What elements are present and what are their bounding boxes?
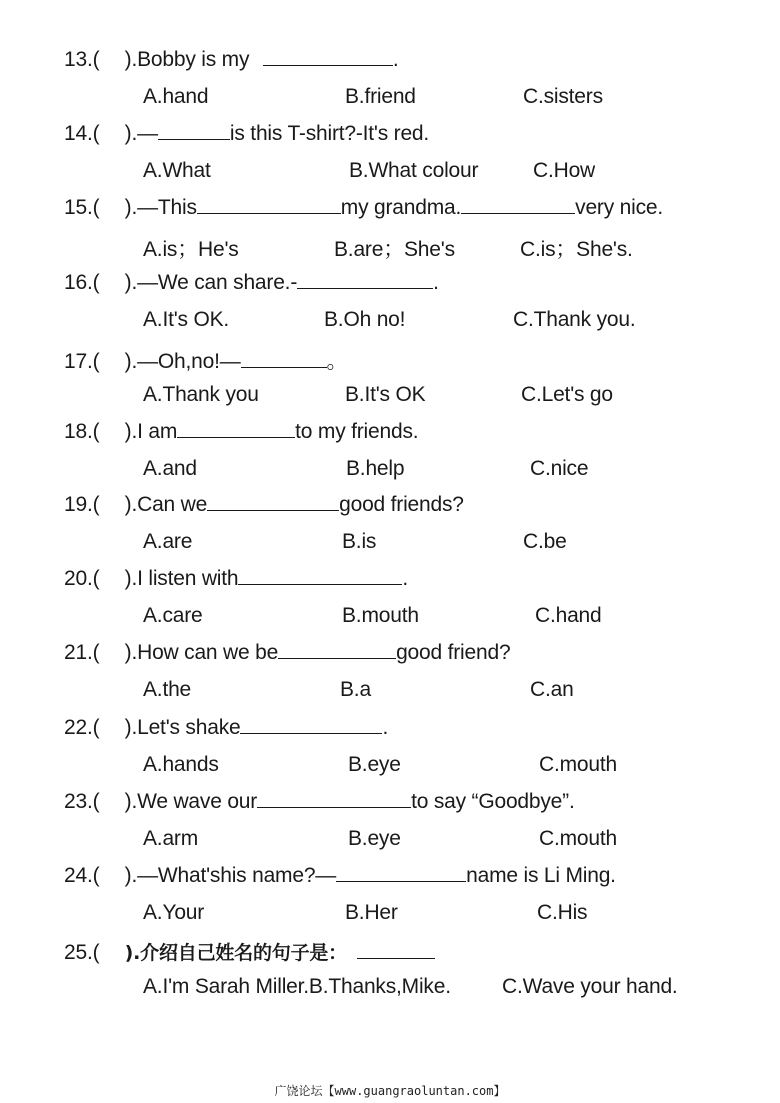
question-22	[64, 715, 388, 740]
option-a[interactable]: A.the	[143, 678, 192, 701]
question-text: ).—What'shis name?—	[124, 864, 337, 887]
question-23	[64, 789, 575, 814]
footer-bracket-close: 】	[493, 1084, 506, 1098]
question-text: ).Bobby is my	[124, 48, 250, 71]
option-a[interactable]: A.care	[143, 604, 203, 627]
option-c[interactable]: C.mouth	[539, 827, 617, 850]
answer-blank[interactable]	[207, 492, 339, 511]
question-text: ).I listen with	[124, 567, 239, 590]
question-text-end: .	[392, 48, 399, 71]
question-text: ).介绍自己姓名的句子是：	[124, 942, 347, 964]
option-a[interactable]: A.hands	[143, 753, 219, 776]
option-a[interactable]: A.is；He's	[143, 238, 239, 261]
question-number: 24.(	[64, 864, 100, 887]
question-text: ).—We can share.-	[124, 271, 298, 294]
question-text-end: .	[402, 567, 409, 590]
option-b[interactable]: B.friend	[345, 85, 416, 108]
question-13	[64, 47, 399, 72]
question-number: 23.(	[64, 790, 100, 813]
question-16	[64, 270, 439, 295]
question-text-end: is this T-shirt?-It's red.	[229, 122, 430, 145]
option-b[interactable]: B.help	[346, 457, 405, 480]
option-a[interactable]: A.Your	[143, 901, 205, 924]
question-20	[64, 566, 408, 591]
question-number: 15.(	[64, 196, 100, 219]
option-b[interactable]: B.It's OK	[345, 383, 426, 406]
footer-site-name: 广饶论坛	[274, 1084, 323, 1098]
question-text: ).How can we be	[124, 641, 279, 664]
option-a[interactable]: A.Thank you	[143, 383, 259, 406]
footer-bracket-open: 【	[322, 1084, 335, 1098]
option-b[interactable]: B.a	[340, 678, 371, 701]
answer-blank[interactable]	[177, 419, 295, 438]
answer-blank[interactable]	[158, 121, 230, 140]
question-text-mid: my grandma.	[340, 196, 462, 219]
question-number: 22.(	[64, 716, 100, 739]
question-text: ).—This	[124, 196, 197, 219]
question-text: ).—	[124, 122, 158, 145]
answer-blank-2[interactable]	[461, 195, 575, 214]
footer-url[interactable]: www.guangraoluntan.com	[334, 1084, 494, 1098]
question-number: 16.(	[64, 271, 100, 294]
option-c[interactable]: C.Wave your hand.	[502, 975, 678, 998]
option-c[interactable]: C.nice	[530, 457, 589, 480]
answer-blank[interactable]	[240, 715, 382, 734]
option-c[interactable]: C.is；She's.	[520, 238, 633, 261]
question-text-end: .	[433, 271, 439, 294]
footer-watermark	[0, 1082, 780, 1099]
question-number: 25.(	[64, 941, 100, 964]
question-15	[64, 195, 663, 220]
question-number: 17.(	[64, 350, 100, 373]
answer-blank[interactable]	[241, 349, 327, 368]
answer-blank[interactable]	[336, 863, 466, 882]
question-24	[64, 863, 616, 888]
option-a[interactable]: A.It's OK.	[143, 308, 230, 331]
option-b[interactable]: B.What colour	[349, 159, 479, 182]
question-text-end: .	[382, 716, 389, 739]
question-25	[64, 938, 435, 965]
answer-blank[interactable]	[257, 789, 411, 808]
question-text: ).I am	[124, 420, 178, 443]
answer-blank-1[interactable]	[197, 195, 341, 214]
question-19	[64, 492, 464, 517]
question-text-end: to say “Goodbye”.	[411, 790, 575, 813]
option-c[interactable]: C.mouth	[539, 753, 617, 776]
option-b[interactable]: B.eye	[348, 753, 401, 776]
option-c[interactable]: C.Thank you.	[513, 308, 636, 331]
option-c[interactable]: C.How	[533, 159, 596, 182]
option-a[interactable]: A.and	[143, 457, 197, 480]
question-text-end: good friends?	[339, 493, 464, 516]
answer-blank[interactable]	[357, 940, 435, 959]
question-text-end: name is Li Ming.	[466, 864, 616, 887]
option-a[interactable]: A.hand	[143, 85, 209, 108]
question-18	[64, 419, 418, 444]
question-number: 18.(	[64, 420, 100, 443]
option-c[interactable]: C.sisters	[523, 85, 603, 108]
option-a-b[interactable]: A.I'm Sarah Miller.B.Thanks,Mike.	[143, 975, 451, 998]
answer-blank[interactable]	[278, 640, 396, 659]
answer-blank[interactable]	[263, 47, 393, 66]
option-b[interactable]: B.mouth	[342, 604, 419, 627]
option-b[interactable]: B.is	[342, 530, 377, 553]
question-text: ).Can we	[124, 493, 208, 516]
option-a[interactable]: A.are	[143, 530, 193, 553]
option-c[interactable]: C.His	[537, 901, 588, 924]
question-text-end: good friend?	[396, 641, 511, 664]
option-b[interactable]: B.are；She's	[334, 238, 455, 261]
question-text-end: to my friends.	[295, 420, 419, 443]
option-c[interactable]: C.be	[523, 530, 567, 553]
question-text-end: 。	[326, 350, 348, 373]
question-17	[64, 345, 347, 375]
question-number: 21.(	[64, 641, 100, 664]
option-b[interactable]: B.Her	[345, 901, 398, 924]
answer-blank[interactable]	[297, 270, 433, 289]
question-14	[64, 121, 429, 146]
option-c[interactable]: C.Let's go	[521, 383, 613, 406]
question-number: 14.(	[64, 122, 100, 145]
option-c[interactable]: C.hand	[535, 604, 602, 627]
question-21	[64, 640, 510, 665]
question-number: 20.(	[64, 567, 100, 590]
answer-blank[interactable]	[238, 566, 402, 585]
question-text: ).Let's shake	[124, 716, 241, 739]
question-number: 13.(	[64, 48, 100, 71]
option-b[interactable]: B.Oh no!	[324, 308, 406, 331]
option-a[interactable]: A.What	[143, 159, 211, 182]
option-a[interactable]: A.arm	[143, 827, 199, 850]
question-text-end: very nice.	[575, 196, 664, 219]
option-b[interactable]: B.eye	[348, 827, 401, 850]
question-text: ).We wave our	[124, 790, 258, 813]
option-c[interactable]: C.an	[530, 678, 574, 701]
question-text: ).—Oh,no!—	[124, 350, 241, 373]
question-number: 19.(	[64, 493, 100, 516]
